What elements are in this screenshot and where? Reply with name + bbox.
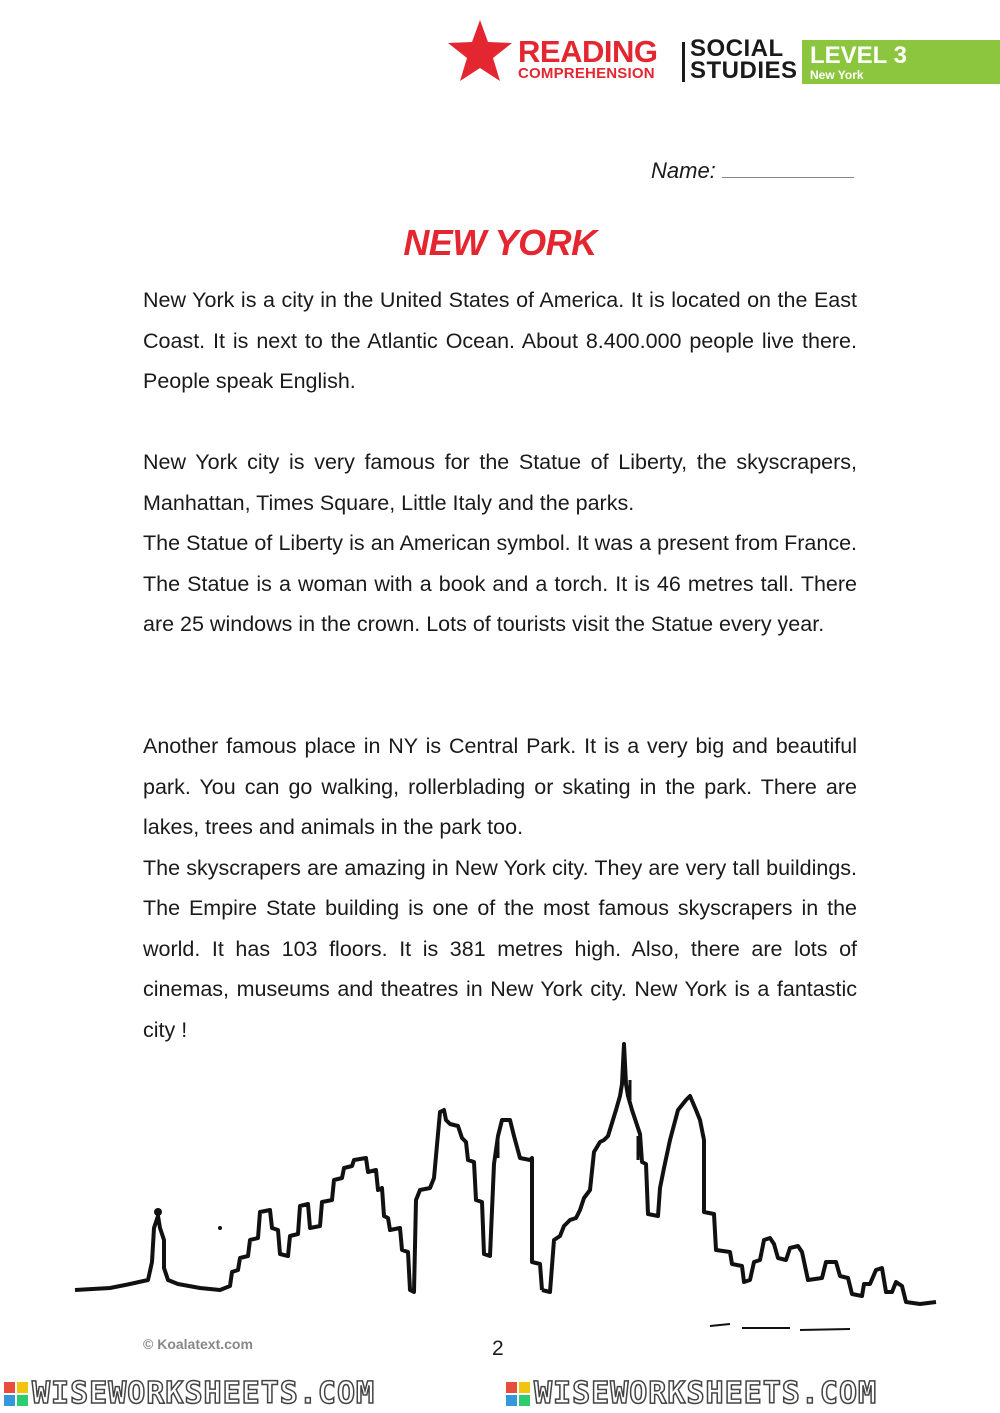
name-blank-line [722,159,854,178]
name-field [651,158,854,184]
page-number: 2 [492,1337,504,1360]
level-label: LEVEL 3 [810,42,907,69]
level-badge [802,40,1000,84]
wiseworksheets-logo-icon [4,1382,28,1406]
paragraph-block-1 [143,280,857,402]
wiseworksheets-logo-icon [506,1382,530,1406]
reading-comprehension-logo: READING COMPREHENSION [518,34,658,82]
paragraph-3: The Statue of Liberty is an American symbol. It was a present from France. The Statue is a woman with a book and a torch. It is 46 metres tall. There are 25 windows in the crown. Lots of tourists visit the Statue every year. [143,531,857,636]
copyright-notice: © Koalatext.com [143,1336,253,1352]
paragraph-1: New York is a city in the United States of America. It is located on the East Coast. It is next to the Atlantic Ocean. About 8.400.000 people live there. People speak English. [143,288,857,393]
watermark-text-1: WISEWORKSHEETS.COM [32,1376,376,1411]
name-label: Name: [651,158,716,183]
watermark-footer [0,1376,1000,1413]
watermark-text-2: WISEWORKSHEETS.COM [534,1376,878,1411]
page-title: NEW YORK [403,222,597,263]
worksheet-header [446,18,1000,86]
paragraph-block-2 [143,442,857,645]
new-york-skyline-drawing [70,1040,950,1340]
paragraph-4: Another famous place in NY is Central Park. It is a very big and beautiful park. You can go walking, rollerblading or skating in the park. There are lakes, trees and animals in the park too. [143,734,857,839]
paragraph-5: The skyscrapers are amazing in New York city. They are very tall buildings. The Empire State building is one of the most famous skyscrapers in the world. It has 103 floors. It is 381 metres high. Also, there are lots of cinemas, museums and theatres in New York city. New York is a fantastic city ! [143,855,857,1042]
header-divider [682,42,685,82]
social-studies-logo: SOCIAL STUDIES [690,35,798,84]
star-icon [446,18,514,84]
paragraph-block-3 [143,726,857,1050]
paragraph-2: New York city is very famous for the Statue of Liberty, the skyscrapers, Manhattan, Times Square, Little Italy and the parks. [143,450,857,515]
level-subtitle: New York [810,68,864,82]
